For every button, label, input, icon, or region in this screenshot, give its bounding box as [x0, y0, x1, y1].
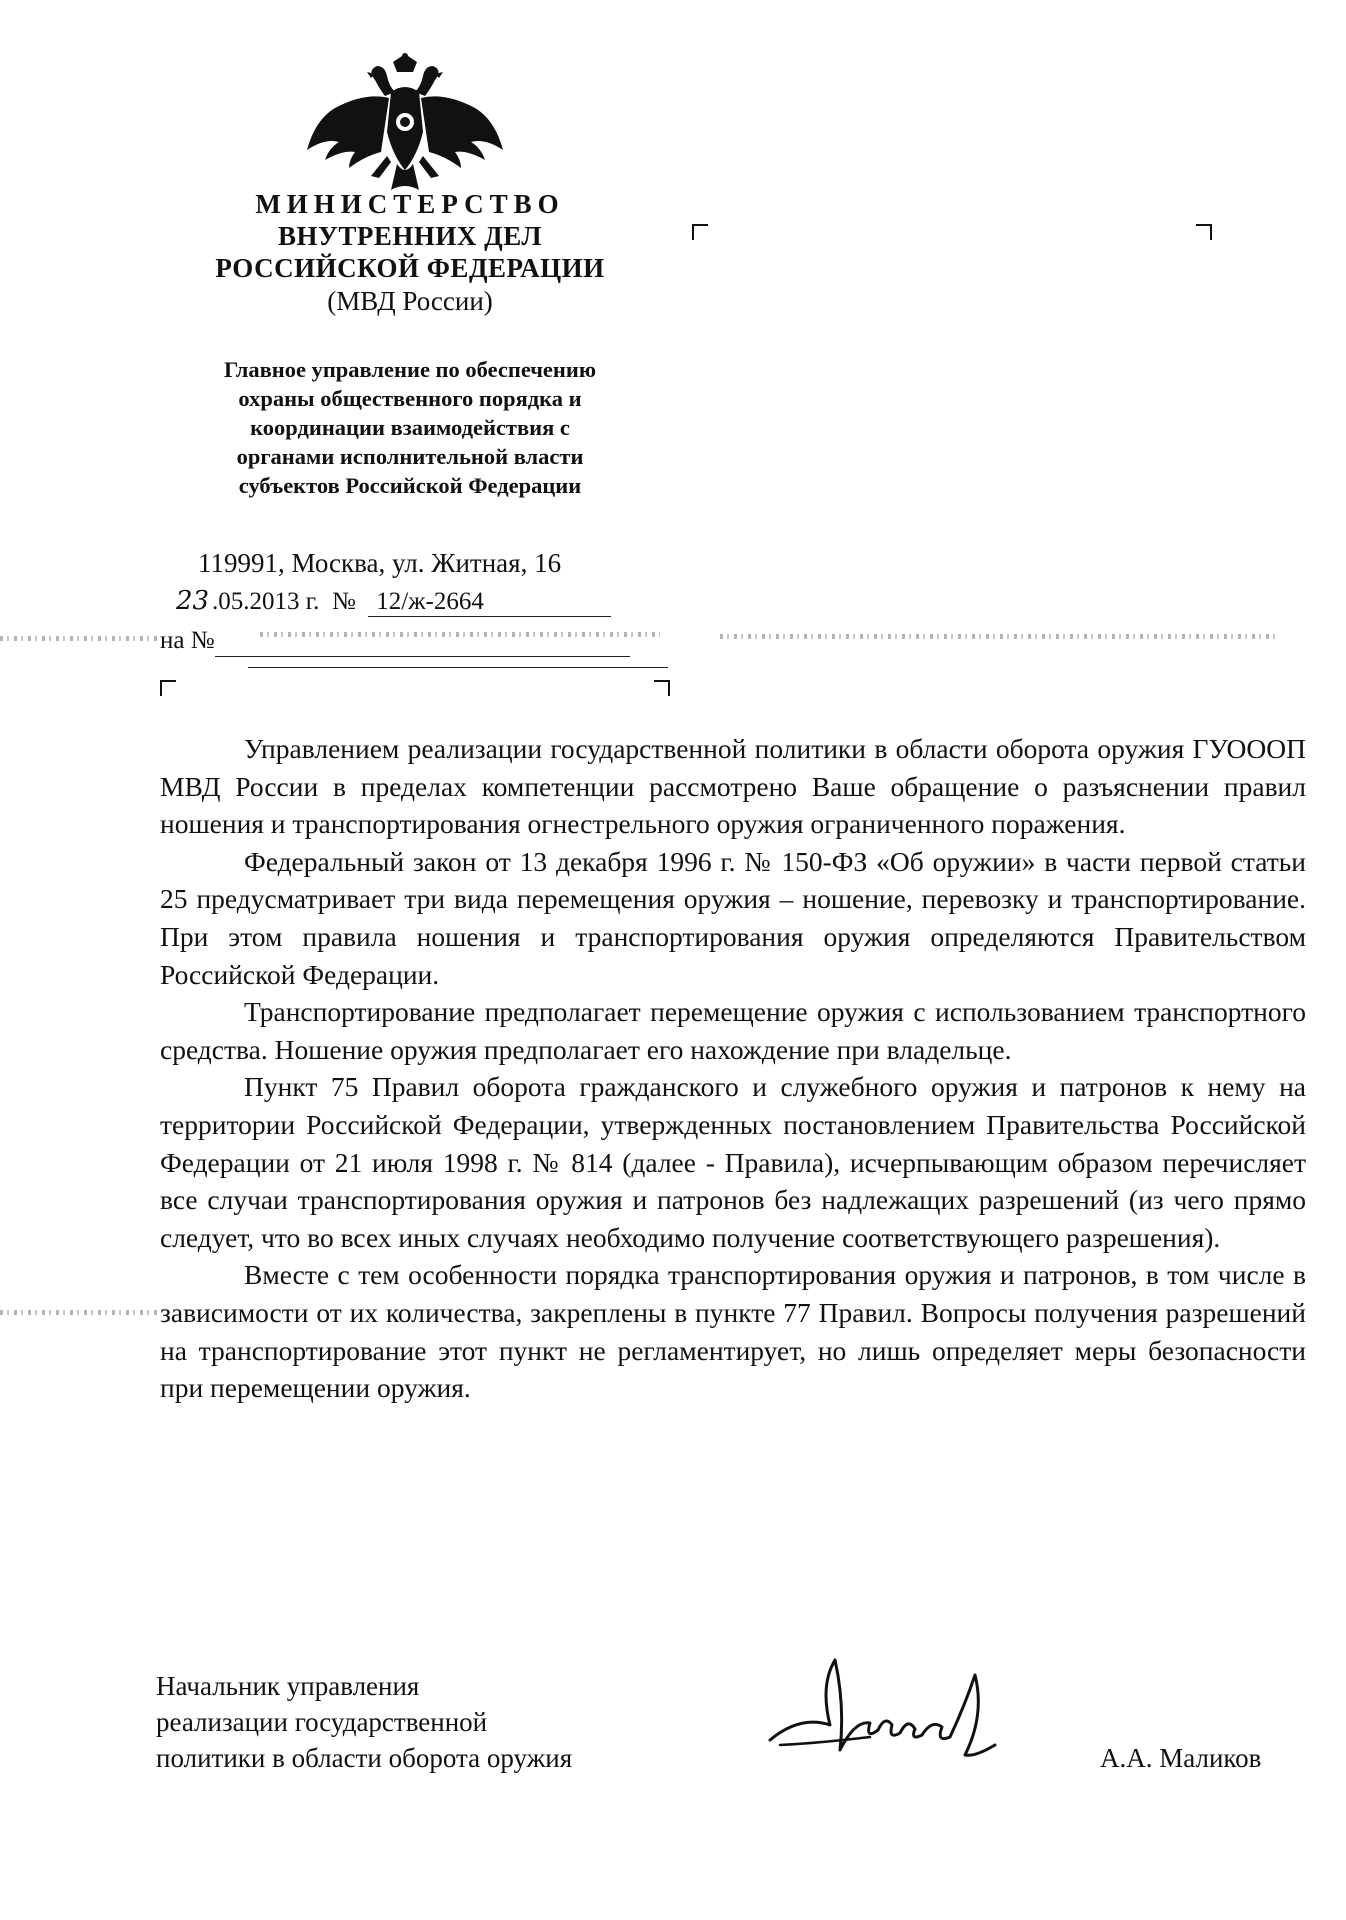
directorate-line: Главное управление по обеспечению: [223, 357, 597, 382]
letter-body: [160, 730, 1306, 1407]
body-paragraph: Управлением реализации государственной политики в области оборота оружия ГУОООП МВД России в пределах компетенции рассмотрено Ваше обращение о разъяснении правил ношения и транспортирования огнестрельного оружия ограниченного поражения.: [160, 733, 1306, 840]
outgoing-reference: [176, 585, 611, 618]
subject-bracket-top-left: [160, 680, 176, 696]
directorate-line: органами исполнительной власти: [236, 444, 584, 469]
double-headed-eagle-emblem: [305, 52, 505, 202]
in-reply-to: [160, 625, 630, 657]
in-reply-label: на №: [160, 627, 215, 654]
ministry-abbreviation: (МВД России): [327, 286, 493, 316]
signatory-title-line: реализации государственной: [156, 1707, 488, 1737]
directorate-name: [150, 355, 670, 500]
body-paragraph: Федеральный закон от 13 декабря 1996 г. № 150-ФЗ «Об оружии» в части первой статьи 25 предусматривает три вида перемещения оружия – ношение, перевозку и транспортирование. При этом правила ношения и транспортирования оружия определяются Правительством Российской Федерации.: [160, 845, 1306, 990]
ministry-address: 119991, Москва, ул. Житная, 16: [198, 548, 562, 578]
body-paragraph: Пункт 75 Правил оборота гражданского и служебного оружия и патронов к нему на территории Российской Федерации, утвержденных постановлением Правительства Российской Федерации от 21 июля 1998 г. № 814 (далее - Правила), исчерпывающим образом перечисляет все случаи транспортирования оружия и патронов без надлежащих разрешений (из чего прямо следует, что во всех иных случаях необходимо получение соответствующего разрешения).: [160, 1071, 1306, 1253]
ref-date: .05.2013 г.: [212, 588, 320, 615]
ref-day-handwritten: 23: [176, 586, 210, 616]
reply-underline: [248, 667, 668, 668]
address-bracket-top-left: [692, 224, 708, 240]
scan-noise: [260, 632, 660, 637]
signatory-name: А.А. Маликов: [1100, 1743, 1262, 1773]
directorate-line: охраны общественного порядка и: [238, 386, 582, 411]
signatory-title-line: Начальник управления: [156, 1671, 420, 1701]
body-paragraph: Вместе с тем особенности порядка транспортирования оружия и патронов, в том числе в зависимости от их количества, закреплены в пункте 77 Правил. Вопросы получения разрешений на транспортирование этот пункт не регламентирует, но лишь определяет меры безопасности при перемещении оружия.: [160, 1259, 1306, 1404]
ref-number-sign: №: [331, 588, 356, 615]
directorate-line: координации взаимодействия с: [250, 415, 570, 440]
address-bracket-top-right: [1196, 224, 1212, 240]
handwritten-signature: [760, 1645, 1010, 1770]
body-paragraph: Транспортирование предполагает перемещение оружия с использованием транспортного средства. Ношение оружия предполагает его нахождение при владельце.: [160, 996, 1306, 1065]
scan-noise: [0, 1310, 160, 1315]
subject-bracket-top-right: [654, 680, 670, 696]
ref-number: 12/ж-2664: [368, 588, 611, 617]
signatory-title: [156, 1668, 572, 1776]
scan-noise: [720, 634, 1280, 639]
ministry-name-line2: ВНУТРЕННИХ ДЕЛ: [278, 221, 542, 251]
ministry-header: [150, 188, 670, 318]
directorate-line: субъектов Российской Федерации: [238, 473, 582, 498]
ministry-name-line3: РОССИЙСКОЙ ФЕДЕРАЦИИ: [215, 253, 605, 283]
signatory-title-line: политики в области оборота оружия: [156, 1743, 573, 1773]
ministry-name-line1: МИНИСТЕРСТВО: [255, 189, 565, 219]
scan-noise: [0, 636, 160, 641]
